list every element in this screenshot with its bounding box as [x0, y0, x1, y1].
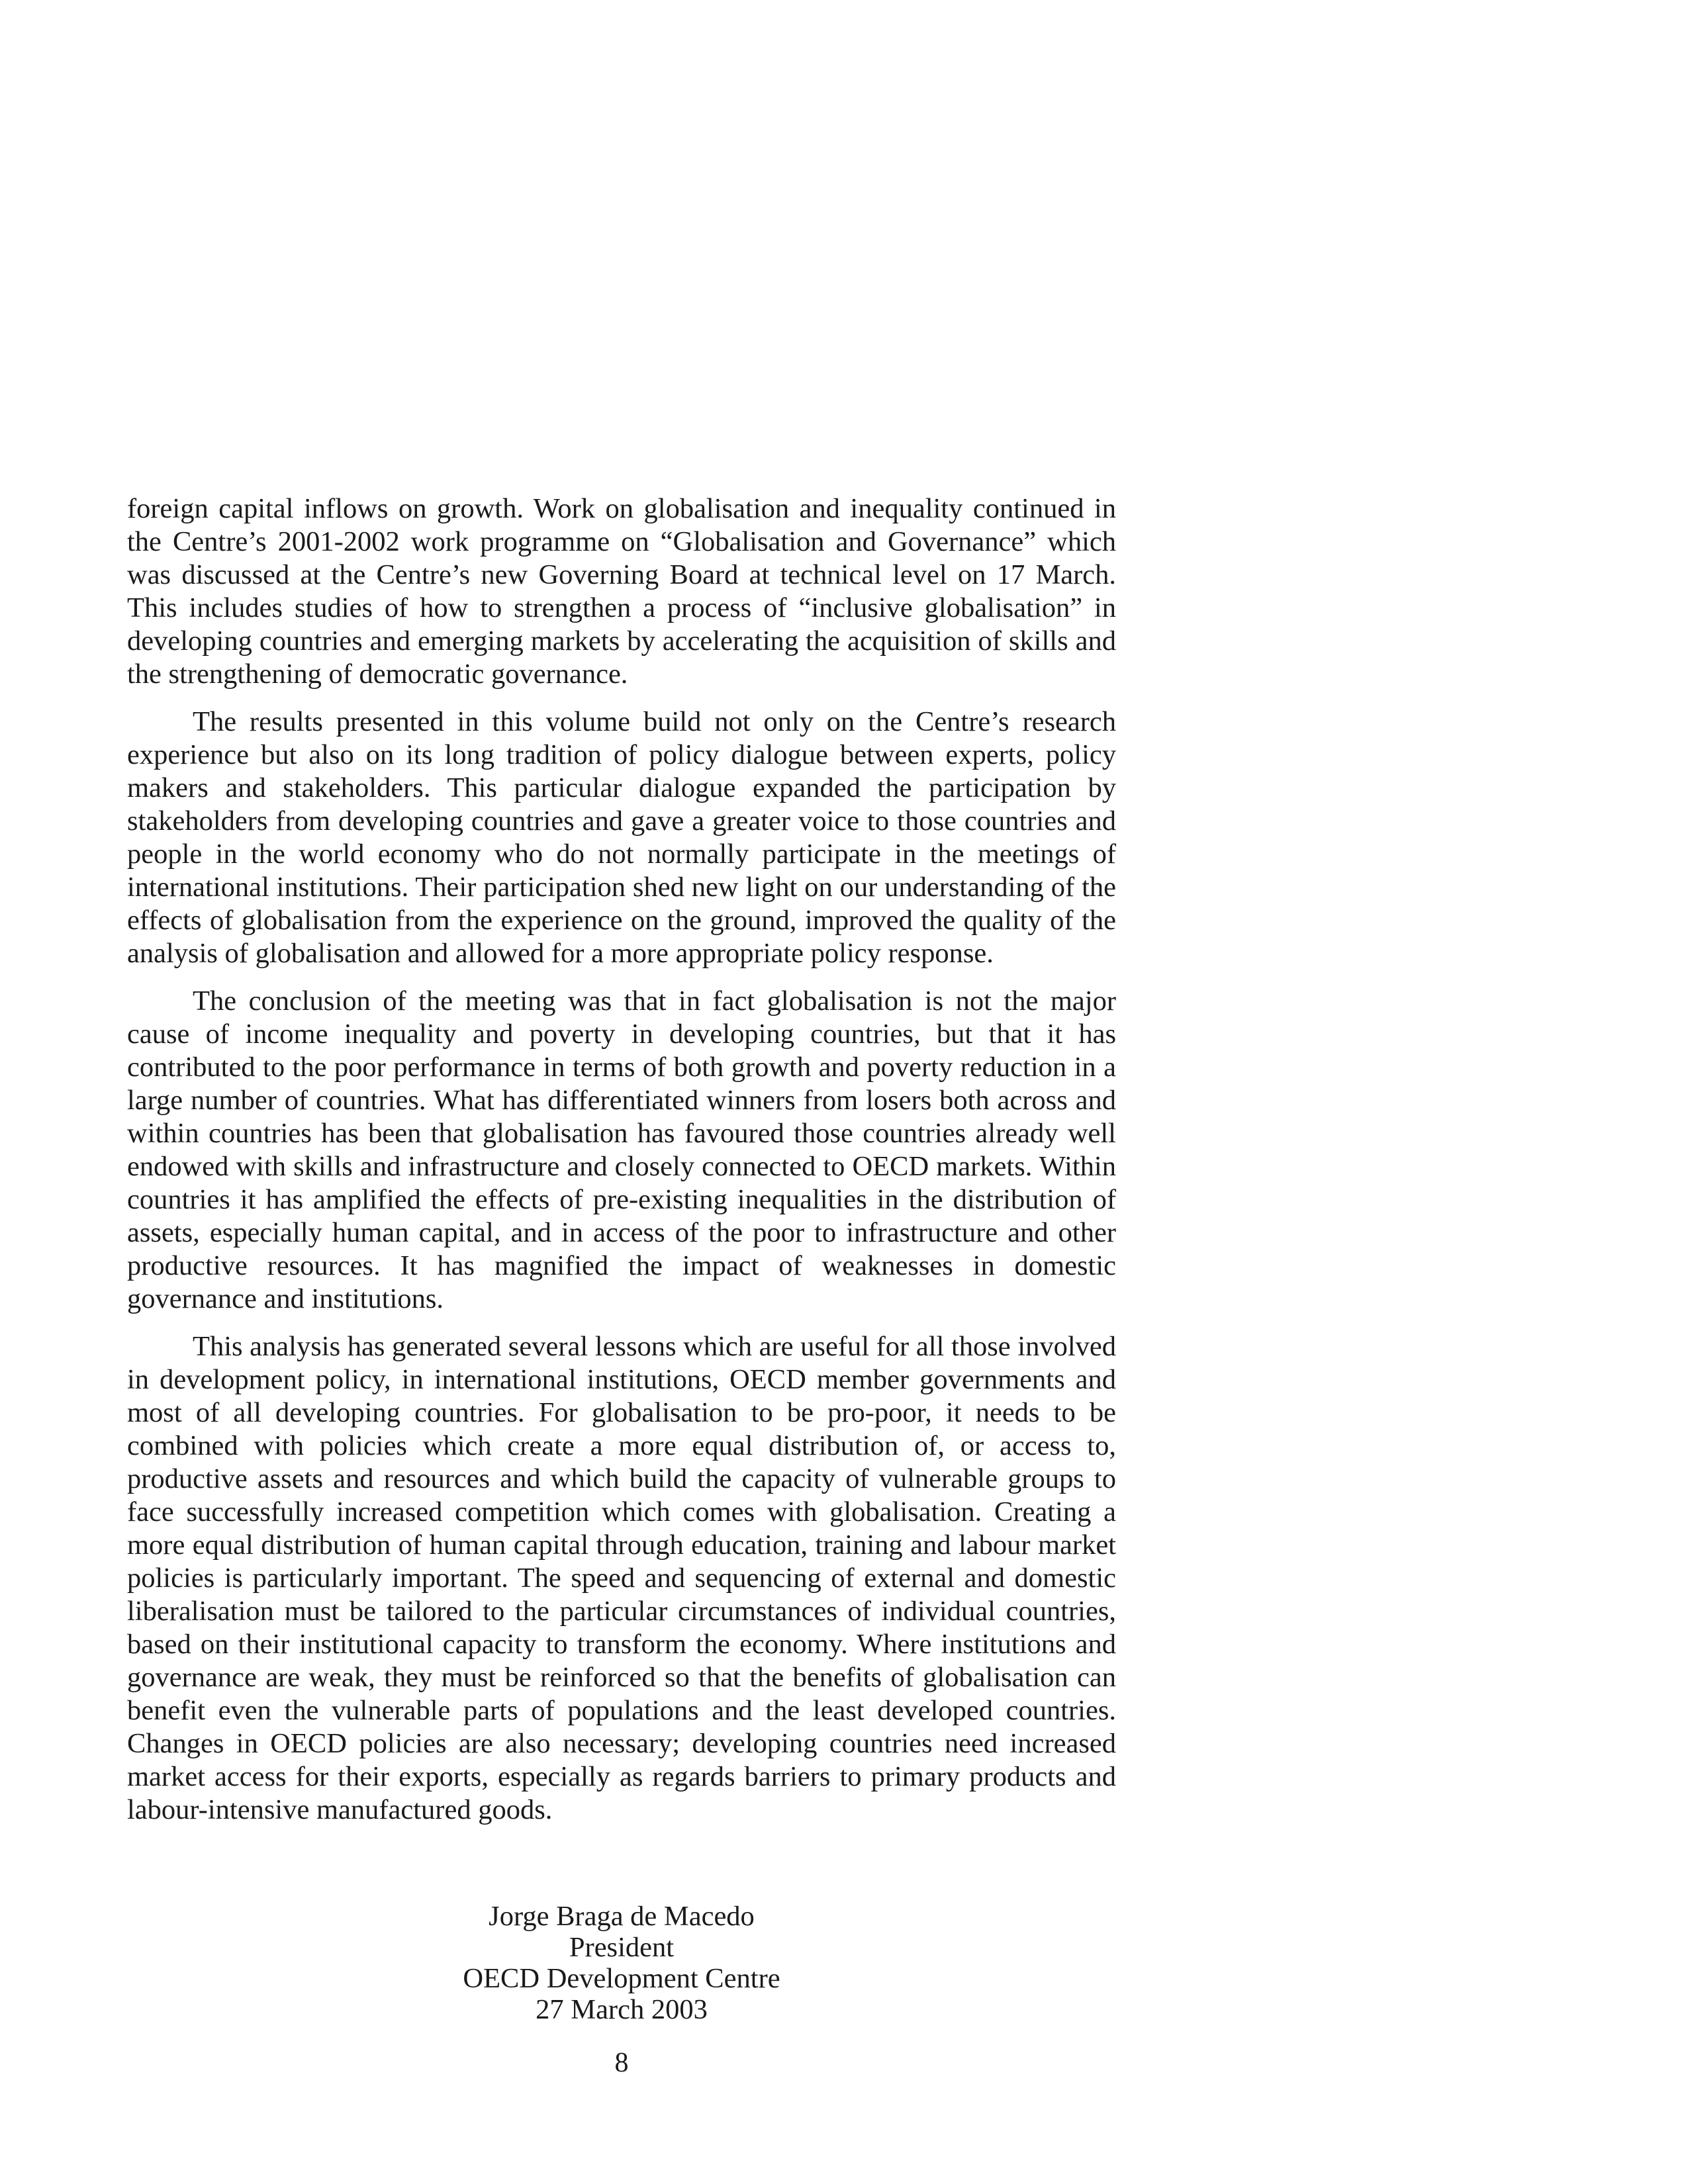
paragraph-conclusion: The conclusion of the meeting was that in fact globalisation is not the major cause of income inequality and poverty in developing countries, but that it has contributed to the poor performance in terms of both growth and poverty reduction in a large number of countries. What has differentiated winners from losers both across and within countries has been that globalisation has favoured those countries already well endowed with skills and infrastructure and closely connected to OECD markets. Within countries it has amplified the effects of pre-existing inequalities in the distribution of assets, especially human capital, and in access of the poor to infrastructure and other productive resources. It has magnified the impact of weaknesses in domestic governance and institutions.: [127, 985, 1116, 1314]
signatory-organization: OECD Development Centre: [463, 1963, 780, 1994]
signatory-title: President: [569, 1932, 675, 1963]
signature-date: 27 March 2003: [536, 1994, 708, 2025]
signatory-name: Jorge Braga de Macedo: [489, 1901, 755, 1932]
signature-block: [127, 1901, 1116, 2025]
page-number: 8: [614, 2048, 629, 2078]
body-text: [127, 492, 1116, 1827]
paragraph-results: The results presented in this volume build not only on the Centre’s research experience but also on its long tradition of policy dialogue between experts, policy makers and stakeholders. This particular dialogue expanded the participation by stakeholders from developing countries and gave a greater voice to those countries and people in the world economy who do not normally participate in the meetings of international institutions. Their participation shed new light on our understanding of the effects of globalisation from the experience on the ground, improved the quality of the analysis of globalisation and allowed for a more appropriate policy response.: [127, 706, 1116, 969]
paragraph-lessons: This analysis has generated several lessons which are useful for all those involved in development policy, in international institutions, OECD member governments and most of all developing countries. For globalisation to be pro-poor, it needs to be combined with policies which create a more equal distribution of, or access to, productive assets and resources and which build the capacity of vulnerable groups to face successfully increased competition which comes with globalisation. Creating a more equal distribution of human capital through education, training and labour market policies is particularly important. The speed and sequencing of external and domestic liberalisation must be tailored to the particular circumstances of individual countries, based on their institutional capacity to transform the economy. Where institutions and governance are weak, they must be reinforced so that the benefits of globalisation can benefit even the vulnerable parts of populations and the least developed countries. Changes in OECD policies are also necessary; developing countries need increased market access for their exports, especially as regards barriers to primary products and labour-intensive manufactured goods.: [127, 1331, 1117, 1825]
paragraph-continuation: foreign capital inflows on growth. Work on globalisation and inequality continued in the Centre’s 2001-2002 work programme on “Globalisation and Governance” which was discussed at the Centre’s new Governing Board at technical level on 17 March. This includes studies of how to strengthen a process of “inclusive globalisation” in developing countries and emerging markets by accelerating the acquisition of skills and the strengthening of democratic governance.: [127, 493, 1116, 690]
